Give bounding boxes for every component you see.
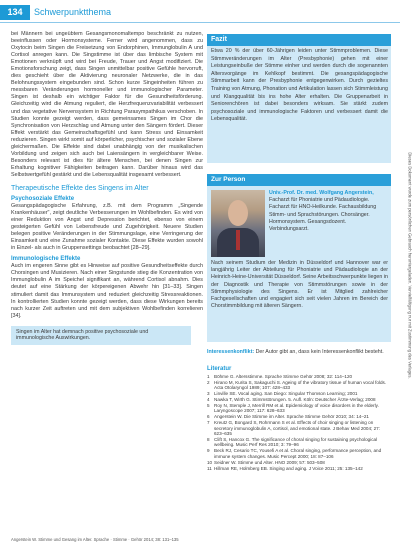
photo-face (228, 200, 248, 226)
summary-note: Singen im Alter hat demnach positive psychosoziale und immunologische Auswirkungen. (11, 326, 191, 346)
sidebar-copyright-text: Dieses Dokument wurde zum persönlichen Gebrauch heruntergeladen. Vervielfältigung nur mit Zustimmung des Verlages. (407, 152, 413, 379)
subheading-immunological: Immunologische Effekte (11, 256, 81, 263)
interest-label: Interessenkonflikt: (207, 349, 255, 355)
literature-item: 11 Hillman RE, Holmberg EB. Singing and aging. J Voice 2011; 25: 135–142 (207, 465, 363, 471)
sidebar-copyright (400, 80, 412, 460)
literature-item: 8 Clift S, Hancox G. The significance of choral singing for sustaining psychological wellbeing. Music Perf Res 2010; 3: 79–96 (207, 436, 378, 448)
literature-item: 1 Böhme G. Altersstimme. Sprache Stimme Gehör 2008; 32: 114–120 (207, 374, 353, 379)
page-header (0, 0, 413, 26)
fazit-text: Etwa 20 % der über 60-Jährigen leiden unter Stimmproblemen. Diese Stimmveränderungen im Alter (Presbyphonie) gehen mit einer Leistungseinbuße der Stimme einher und werden durch die sogenannten Altersvorgänge im Kehlkopf bestimmt. Die gesangspädagogische Stimmarbeit kann der Presbyphonie entgegenwirken. Durch gezieltes Training von Atmung, Phonation und Artikulation lassen sich Stimmleistung und Klangqualität bis ins hohe Alter erhalten. Die Gruppenarbeit in Seniorenchören ist dabei besonders wirksam. Sie stärkt zudem psychosoziale und immunologische Faktoren und verbessert damit die Lebensqualität. (211, 48, 388, 123)
person-title: Zur Person (207, 174, 391, 186)
literature-title: Literatur (207, 366, 232, 372)
person-bio: Nach seinem Studium der Medizin in Düsseldorf und Hannover war er langjährig Leiter der Abteilung für Phoniatrie und Pädaudiologie an der Heinrich-Heine-Universität Düsseldorf. Seine Arbeitsschwerpunkte liegen in der Diagnostik und Therapie von Stimmstörungen sowie in der Stimmphysiologie des Singens. Er ist Mitglied zahlreicher Fachgesellschaften und engagiert sich seit vielen Jahren im Bereich der Chorstimmbildung mit älteren Sängern. (211, 260, 388, 310)
literature-item: 3 Linville SE. Vocal aging. San Diego: Singular Thomson Learning; 2001 (207, 391, 358, 397)
author-photo (211, 190, 265, 257)
literature-item: 7 Kreutz G, Bongard S, Rohrmann S et al. Effects of choir singing or listening on secretory immunoglobulin A, cortisol, and emotional state. J Behav Med 2004; 27: 623–635 (207, 420, 380, 437)
conflict-of-interest (207, 349, 391, 356)
section-label: Schwerpunktthema (34, 7, 112, 17)
paragraph-immunological: Auch im engeren Sinne gibt es Hinweise auf positive Gesundheitseffekte durch Chorsingen und Musizieren. Nach einer Singstunde stieg die Konzentration von Immunglobulin A im Speichel signifikant an, während Cortisol abnahm. Dies deutet auf eine Stärkung der körpereigenen Abwehr hin [31–33]. Singen stimuliert damit das Immunsystem und reduziert gleichzeitig Stressreaktionen. In kontrollierten Studien konnte gezeigt werden, dass diese Wirkungen bereits nach kurzer Zeit auftreten und mit dem subjektiven Wohlbefinden korrelieren [34]. (11, 263, 203, 319)
header-rule (0, 22, 400, 23)
section-heading: Therapeutische Effekte des Singens im Alter (11, 184, 149, 192)
fazit-box (207, 34, 391, 163)
subheading-psychosocial: Psychosoziale Effekte (11, 195, 75, 202)
person-intro (269, 190, 387, 233)
person-name: Univ.-Prof. Dr. med. Wolfgang Angerstein, (269, 190, 374, 196)
literature-item: 4 Nawka T, Wirth G. Stimmstörungen. 5. Aufl. Köln: Deutscher Ärzte-Verlag; 2008 (207, 397, 376, 403)
interest-text: Der Autor gibt an, dass kein Interessenkonflikt besteht. (255, 349, 384, 355)
literature-item: 10 Seidner W. Stimme und Alter. HNO 2009; 57: 503–508 (207, 459, 325, 465)
person-intro-text: Facharzt für Phoniatrie und Pädaudiologie. Facharzt für HNO-Heilkunde. Fachausbildung Stimm- und Sprachstörungen. Chorsänger. Hormonsystem. Gesangsdozent. Verbindungsarzt. (269, 197, 377, 233)
paragraph-psychosocial: Gesangspädagogische Erfahrung, z.B. mit dem Programm „Singende Krankenhäuser", zeigt deutliche Verbesserungen im Wohlbefinden. Es wird von einer Reduktion von Angst und Depression berichtet, ebenso von einem gesteigerten Gefühl von Lebensfreude und Zugehörigkeit. Neuere Studien belegen positive Veränderungen in der Stimmungslage, eine Verringerung der Einsamkeit und eine Zunahme sozialer Kontakte. Diese Effekte wurden sowohl in Einzel- als auch in Gruppensettings beobachtet [28–29]. (11, 202, 203, 252)
fazit-title: Fazit (207, 34, 391, 46)
left-column (11, 31, 203, 345)
literature-item: 2 Hirano M, Kurita S, Sakaguchi S. Ageing of the vibratory tissue of human vocal folds. Acta Otolaryngol 1989; 107: 428–433 (207, 379, 387, 391)
intro-paragraph: bei Männern bei ungeübtem Gesangsmonomaltempo beschränkt zu nutzen, beeinflussen oder Hormonsysteme. Ferner wird angenommen, dass zu Oxytocin beim Singen die Freisetzung von Endorphinen, Immunglobulin A und Cortisol anregen kann. Die Singstimme ist über das limbische System mit Emotionen verknüpft und wird bei Freude, Trauer und Angst modifiziert. Die Emotionsforschung zeigt, dass Singen unmittelbar positive Gefühle hervorruft, dies geschieht über die Aktivierung neuronaler Netzwerke, die in das Belohnungssystem eingebunden sind. Schon kurze Singeinheiten führen zu messbaren Veränderungen hormoneller und immunologischer Parameter. Singen ist deshalb ein wichtiger Faktor für die Gesundheitsförderung. Gleichzeitig wird die Atmung reguliert, die Herzfrequenzvariabilität verbessert und das vegetative Nervensystem in Richtung Parasympathikus verschoben. In Studien konnte gezeigt werden, dass gemeinsames Singen im Chor die Synchronisation von Herzschlag und Atmung unter den Sängern fördert. Dieser Effekt verstärkt das Gemeinschaftsgefühl und kann Stress und Einsamkeit reduzieren. Singen wirkt somit auf körperlicher, psychischer und sozialer Ebene gleichermaßen. Die Effekte sind dabei unabhängig von der musikalischen Vorbildung und zeigen sich auch bei Laiensängern in vergleichbarer Weise. Besonders relevant ist dies für ältere Menschen, bei denen Singen zur Erhaltung kognitiver Fähigkeiten beitragen kann. Darüber hinaus wird das Selbstwertgefühl gestärkt und die Lebensqualität insgesamt verbessert. (11, 31, 203, 178)
literature-list (207, 374, 391, 471)
literature-item: 9 Beck RJ, Cesario TC, Yousefi A et al. Choral singing, performance perception, and immune system changes. Music Percept 2000; 18: 87–106 (207, 448, 382, 459)
literature-section (207, 366, 391, 471)
page-number: 134 (0, 5, 30, 20)
literature-item: 6 Angerstein W. Die Stimme im Alter. Sprache Stimme Gehör 2010; 34: 14–21 (207, 414, 369, 420)
literature-item: 5 Roy N, Stemple J, Merrill RM et al. Epidemiology of voice disorders in the elderly. Laryngoscope 2007; 117: 628–633 (207, 403, 379, 414)
page-footer: Angerstein W. Stimme und Gesang im Alter. Sprache · Stimme · Gehör 2014; 38: 131–135 (11, 537, 179, 542)
person-box (207, 174, 391, 342)
photo-tie (236, 230, 240, 250)
